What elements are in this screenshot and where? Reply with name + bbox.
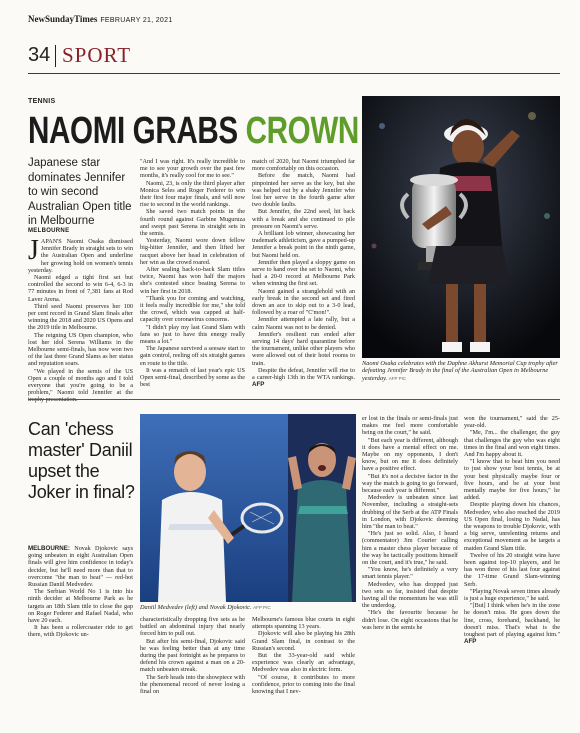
paragraph: A brilliant lob winner, showcasing her trademark athleticism, gave a pumped-up Jennifer a break point in the ninth game, but Naomi held on. bbox=[252, 230, 355, 259]
paragraph: Yesterday, Naomi wore down fellow big-hitter Jennifer, and then lifted her racquet above her head in celebration of her win as the crowd roared. bbox=[140, 237, 245, 266]
photo-credit: AFP PIC bbox=[253, 605, 271, 610]
naomi-trophy-photo-illustration bbox=[362, 96, 560, 358]
paragraph: The Serb heads into the showpiece with the phenomenal record of never losing a final on bbox=[140, 673, 245, 696]
paragraph: er lost in the finals or semi-finals just makes me feel more comfortable being on the court," he said. bbox=[362, 415, 458, 437]
story2-column-5 bbox=[464, 415, 560, 733]
story-divider-rule bbox=[28, 399, 560, 400]
story1-signoff: AFP bbox=[252, 381, 265, 389]
story2-column-3 bbox=[252, 616, 355, 733]
paragraph: But after his semi-final, Djokovic said he was feeling better than at any time during the past fortnight as he prepares to defend his crown against a man on a 20-match unbeaten streak. bbox=[140, 637, 245, 674]
masthead bbox=[28, 14, 560, 26]
paragraph: "Me, I'm... the challenger, the guy that challenges the guy who was eight times in the final and won eight times. And I'm happy about it. bbox=[464, 429, 560, 459]
story2-photo-caption bbox=[140, 604, 356, 611]
section-header bbox=[28, 44, 560, 68]
story1-deck: Japanese star dominates Jennifer to win second Australian Open title in Melbourne bbox=[28, 157, 132, 227]
paragraph-text: "[But] I think when he's in the zone he doesn't miss. He goes down the line, cross, forehand, backhand, he doesn't miss. That's what is the toughest part of playing against him." bbox=[464, 602, 560, 639]
medvedev-photo-illustration bbox=[140, 414, 294, 602]
story2-dateline: MELBOURNE: bbox=[28, 545, 70, 552]
caption-text: Naomi Osaka celebrates with the Daphne Akhurst Memorial Cup trophy after defeating Jennifer Brady in the final of the Australian Open in Melbourne yesterday. bbox=[362, 360, 558, 382]
story1-headline bbox=[28, 110, 359, 152]
story1-photo-caption bbox=[362, 360, 560, 382]
paragraph: "Of course, it contributes to more confidence, prior to coming into the final knowing that I nev- bbox=[252, 673, 355, 696]
paragraph: Despite playing down his chances, Medvedev, who also reached the 2019 US Open final, losing to Nadal, has the weapons to trouble Djokovic, with a big serve, unrelenting returns and exceptional movement as he targets a maiden Grand Slam title. bbox=[464, 501, 560, 552]
story1-column-1 bbox=[28, 235, 134, 397]
paragraph: "But each year is different, although it does have a mental effect on me. Maybe on my opponents, I don't know, but on me it does definitely have a positive effect. bbox=[362, 436, 458, 473]
story1-photo bbox=[362, 96, 560, 358]
paragraph: Naomi gained a stranglehold with an early break in the second set and fired down an ace to skip out to a 3-0 lead, followed by a roar of "C'mon!". bbox=[252, 287, 355, 317]
djokovic-photo bbox=[288, 414, 356, 602]
paragraph: Melbourne's famous blue courts in eight attempts spanning 13 years. bbox=[252, 616, 355, 631]
story2-column-1 bbox=[28, 545, 133, 733]
paragraph: match of 2020, but Naomi triumphed far more comfortably on this occasion. bbox=[252, 158, 355, 173]
paragraph: "Thank you for coming and watching, it feels really incredible for me," she told the crowd, which was capped at half-capacity over coronavirus concerns. bbox=[140, 294, 245, 324]
paragraph: "And I was right. It's really incredible to me to see your growth over the past few months, it's really cool for me to see." bbox=[140, 158, 245, 180]
issue-date: FEBRUARY 21, 2021 bbox=[100, 17, 173, 24]
paragraph: Third seed Naomi preserves her 100 per cent record in Grand Slam finals after winning the 2018 and 2020 US Opens and the 2019 title in Melbourne. bbox=[28, 302, 134, 332]
story1-kicker: TENNIS bbox=[28, 98, 56, 105]
paragraph: But the 33-year-old said while experience was clearly an advantage, Medvedev was also in electric form. bbox=[252, 652, 355, 674]
story1-column-2 bbox=[140, 158, 245, 389]
djokovic-photo-illustration bbox=[288, 414, 356, 602]
story2-column-2 bbox=[140, 616, 245, 733]
paragraph bbox=[252, 367, 355, 389]
story1-headline-part2: CROWN bbox=[245, 110, 359, 152]
paragraph: "I didn't play my last Grand Slam with fans so just to have this energy really means a lot." bbox=[140, 323, 245, 346]
paragraph: won the tournament," said the 25-year-old. bbox=[464, 415, 560, 430]
paragraph: Before the match, Naomi had pinpointed her serve as the key, but she was helped out by a shaky Jennifer who lost her serve in the fourth game after two double faults. bbox=[252, 172, 355, 209]
paragraph: It was a rematch of last year's epic US Open semi-final, described by some as the best bbox=[140, 366, 245, 389]
paragraph: characteristically dropping five sets as he battled an abdominal injury that nearly forced him to pull out. bbox=[140, 616, 245, 638]
paragraph: Jennifer's resilient run ended after serving 14 days' hard quarantine before the tournament, unlike other players who were allowed out of their hotel rooms to train. bbox=[252, 330, 355, 367]
paragraph bbox=[28, 235, 133, 274]
photo-credit: AFP PIC bbox=[388, 375, 407, 381]
story2-column-4 bbox=[362, 415, 458, 733]
paragraph: Medvedev is unbeaten since last November, including a straight-sets drubbing of the Serb at the ATP Finals in London, with Djokovic deeming him "the man to beat." bbox=[362, 494, 458, 531]
story1-headline-part1: NAOMI GRABS bbox=[28, 110, 238, 152]
top-rule bbox=[28, 73, 560, 74]
story1-dateline: MELBOURNE bbox=[28, 228, 70, 234]
paragraph: "You know, he's definitely a very smart tennis player." bbox=[362, 566, 458, 581]
page-number: 34 bbox=[28, 44, 51, 66]
paragraph: Naomi, 23, is only the third player after Monica Seles and Roger Federer to win their first four major finals, and will now rise to second in the world rankings. bbox=[140, 179, 245, 209]
story1-column-3 bbox=[252, 158, 355, 389]
paragraph: Jennifer attempted a late rally, but a calm Naomi was not to be denied. bbox=[252, 316, 355, 331]
paragraph: Djokovic will also be playing his 28th Grand Slam final, in contrast to the Russian's second. bbox=[252, 630, 355, 652]
publication-name: NewSundayTimes bbox=[28, 14, 98, 24]
paragraph: "I know that to beat him you need to just show your best tennis, be at your best physically maybe four or five hours, and be at your best mentally maybe for five hours," he added. bbox=[464, 458, 560, 502]
paragraph: Jennifer then played a sloppy game on serve to hand over the set to Naomi, who had a 20-0 record at Melbourne Park when winning the first set. bbox=[252, 258, 355, 288]
paragraph: "Playing Novak seven times already is just a huge experience," he said. bbox=[464, 587, 560, 603]
caption-text: Daniil Medvedev (left) and Novak Djokovic. bbox=[140, 604, 252, 611]
medvedev-photo bbox=[140, 414, 294, 602]
paragraph: Naomi edged a tight first set but controlled the second to win 6-4, 6-3 in 77 minutes in front of 7,381 fans at Rod Laver Arena. bbox=[28, 274, 133, 303]
paragraph bbox=[28, 545, 133, 588]
paragraph: It has been a rollercoaster ride to get there, with Djokovic un- bbox=[28, 624, 133, 639]
paragraph: "He's just so solid. Also, I heard (commentator) Jim Courier calling him a master chess player because of the way he tactically positions himself on the court, and it's true," he said. bbox=[362, 530, 458, 567]
paragraph: But Jennifer, the 22nd seed, hit back with a break and she continued to pile pressure on Naomi's serve. bbox=[252, 208, 355, 230]
section-name: SPORT bbox=[62, 43, 132, 67]
paragraph: The reigning US Open champion, who lost her idol Serena Williams in the Melbourne semi-finals, has now won two of the last three Grand Slams as her status and reputation soars. bbox=[28, 331, 133, 368]
paragraph: She saved two match points in the fourth round against Garbine Muguruza and swept past Serena in straight sets in the semis. bbox=[140, 208, 245, 238]
paragraph: "He's the favourite because he didn't lose. On eight occasions that he was here in the semis he bbox=[362, 609, 458, 631]
paragraph: Twelve of his 20 straight wins have been against top-10 players, and he has won three of his last four against the 17-time Grand Slam-winning Serb. bbox=[464, 551, 560, 588]
story2-signoff: AFP bbox=[464, 638, 477, 646]
paragraph: The Japanese survived a seesaw start to gain control, reeling off six straight games en route to the title. bbox=[140, 345, 245, 367]
paragraph: "We played in the semis of the US Open a couple of months ago and I told everyone that you're going to be a problem," Naomi told Jennifer at the bbox=[28, 367, 133, 397]
paragraph-text: Novak Djokovic says going unbeaten in eight Australian Open finals will give him confidence in today's decider, but he'll need more than that to overcome "the man to beat" — red-hot Russian Daniil Medvedev. bbox=[28, 545, 133, 589]
paragraph bbox=[464, 602, 560, 645]
paragraph: After sealing back-to-back Slam titles twice, Naomi has won half the majors she's contested since beating Serena to win her first in 2018. bbox=[140, 266, 245, 295]
paragraph-text: APAN'S Naomi Osaka dismissed Jennifer Brady in straight sets to win the Australian Open and underline her growing hold on women's tennis yesterday. bbox=[28, 238, 133, 274]
paragraph: Medvedev, who has dropped just two sets so far, insisted that despite having all the momentum he was still the underdog. bbox=[362, 580, 458, 610]
drop-cap: J bbox=[28, 235, 39, 266]
paragraph: The Serbian World No 1 is into his ninth decider at Melbourne Park as he targets an 18th Slam title to close the gap on Roger Federer and Rafael Nadal, who have 20 each. bbox=[28, 588, 133, 625]
section-divider bbox=[55, 45, 56, 67]
paragraph-text: Despite the defeat, Jennifer will rise to a career-high 13th in the WTA rankings. bbox=[252, 366, 355, 382]
paragraph: "But it's not a decisive factor in the way the match is going to go forward, because each year is different." bbox=[362, 472, 458, 495]
story2-headline: Can 'chess master' Daniil upset the Joker in final? bbox=[28, 419, 135, 502]
